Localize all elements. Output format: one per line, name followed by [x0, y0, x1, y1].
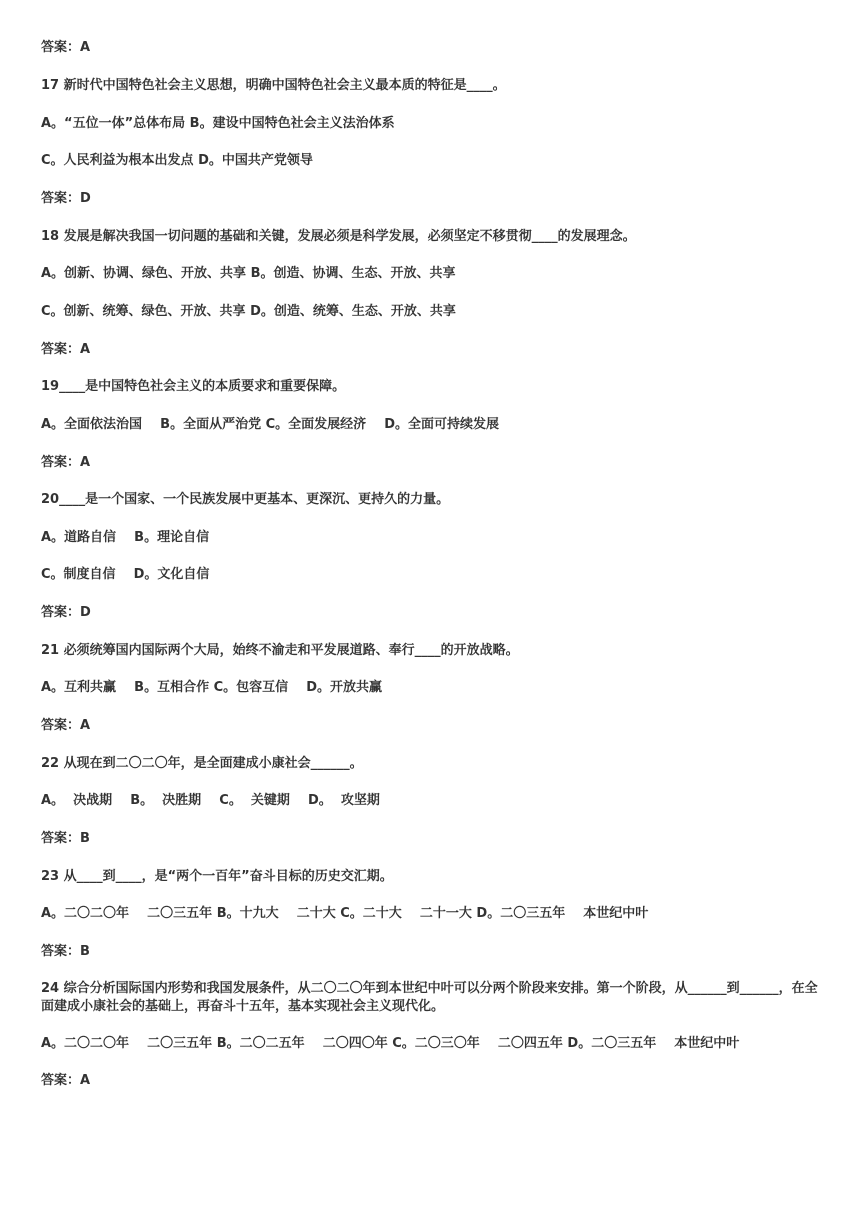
answer-line: 答案：B — [41, 944, 90, 959]
question-20-options-ab: A。道路自信 B。理论自信 — [41, 530, 210, 545]
question-20-options-cd: C。制度自信 D。文化自信 — [41, 567, 210, 582]
question-21: 21 必须统筹国内国际两个大局，始终不渝走和平发展道路、奉行____的开放战略。 — [41, 643, 519, 658]
question-20: 20____是一个国家、一个民族发展中更基本、更深沉、更持久的力量。 — [41, 492, 450, 507]
question-22: 22 从现在到二〇二〇年，是全面建成小康社会______。 — [41, 756, 363, 771]
answer-line: 答案：A — [41, 40, 91, 55]
question-19: 19____是中国特色社会主义的本质要求和重要保障。 — [41, 379, 346, 394]
question-18: 18 发展是解决我国一切问题的基础和关键，发展必须是科学发展，必须坚定不移贯彻____的发展理念。 — [41, 229, 636, 244]
question-23: 23 从____到____，是“两个一百年”奋斗目标的历史交汇期。 — [41, 869, 393, 884]
answer-line: 答案：A — [41, 718, 91, 733]
answer-line: 答案：A — [41, 342, 91, 357]
question-22-options: A。 决战期 B。 决胜期 C。 关键期 D。 攻坚期 — [41, 793, 380, 808]
question-19-options: A。全面依法治国 B。全面从严治党 C。全面发展经济 D。全面可持续发展 — [41, 417, 500, 432]
question-18-options-ab: A。创新、协调、绿色、开放、共享 B。创造、协调、生态、开放、共享 — [41, 266, 456, 281]
question-24-options: A。二〇二〇年 二〇三五年 B。二〇二五年 二〇四〇年 C。二〇三〇年 二〇四五年 D。二〇三五年 本世纪中叶 — [41, 1036, 740, 1051]
question-17-options-cd: C。人民利益为根本出发点 D。中国共产党领导 — [41, 153, 313, 168]
question-23-options: A。二〇二〇年 二〇三五年 B。十九大 二十大 C。二十大 二十一大 D。二〇三五年 本世纪中叶 — [41, 906, 649, 921]
answer-line: 答案：B — [41, 831, 90, 846]
question-21-options: A。互利共赢 B。互相合作 C。包容互信 D。开放共赢 — [41, 680, 383, 695]
question-24: 24 综合分析国际国内形势和我国发展条件，从二〇二〇年到本世纪中叶可以分两个阶段来安排。第一个阶段，从______到______，在全面建成小康社会的基础上，再奋斗十五年，基本实现社会主义现代化。 — [41, 981, 818, 1014]
question-18-options-cd: C。创新、统筹、绿色、开放、共享 D。创造、统筹、生态、开放、共享 — [41, 304, 456, 319]
answer-line: 答案：D — [41, 191, 91, 206]
answer-line: 答案：D — [41, 605, 91, 620]
question-17: 17 新时代中国特色社会主义思想，明确中国特色社会主义最本质的特征是____。 — [41, 78, 506, 93]
answer-line: 答案：A — [41, 455, 91, 470]
question-17-options-ab: A。“五位一体”总体布局 B。建设中国特色社会主义法治体系 — [41, 116, 395, 131]
answer-line: 答案：A — [41, 1073, 91, 1088]
